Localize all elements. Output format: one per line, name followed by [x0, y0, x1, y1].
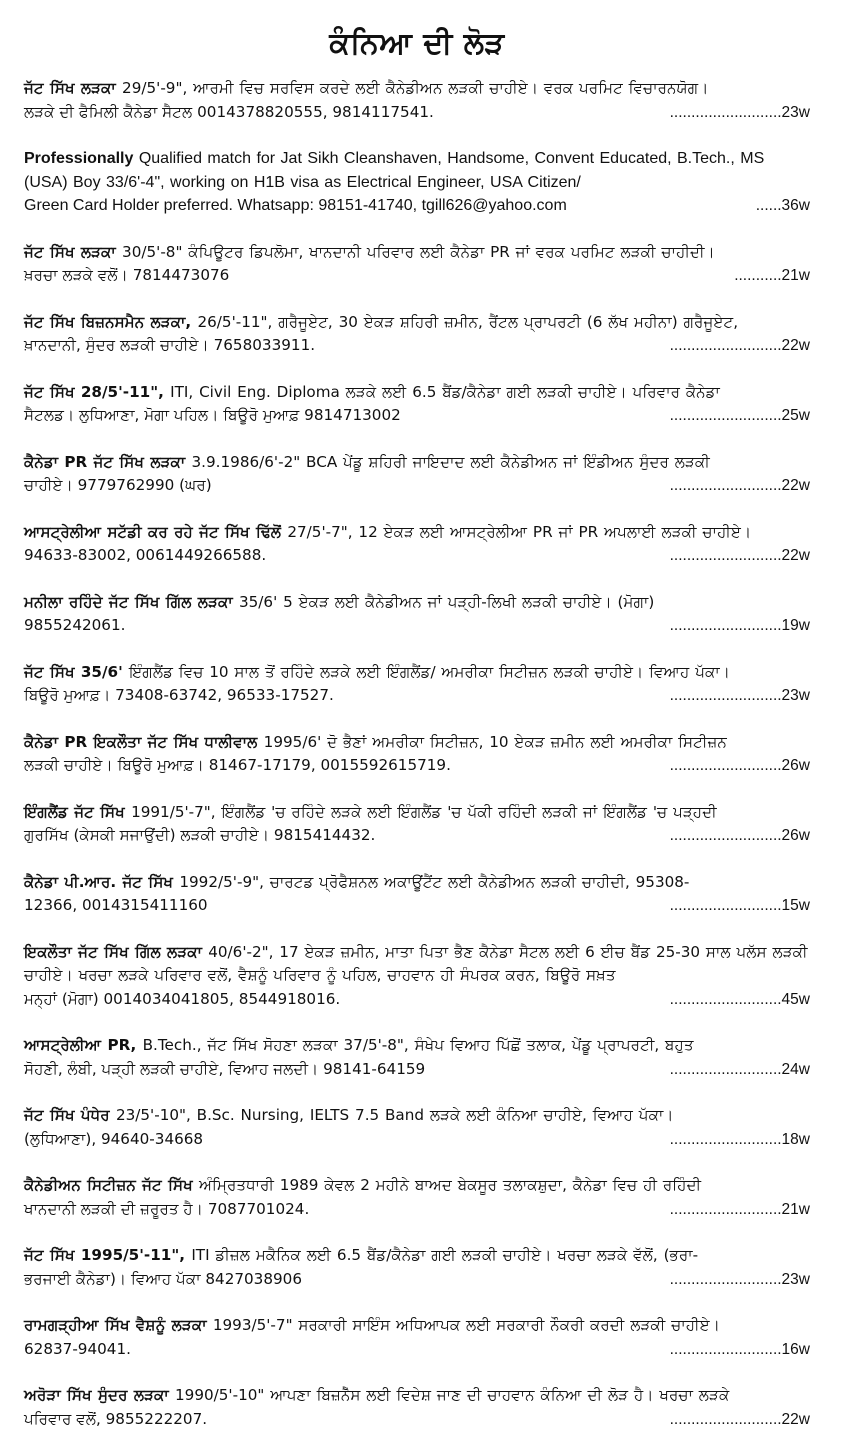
ad-line1: 29/5'-9", ਆਰਮੀ ਵਿਚ ਸਰਵਿਸ ਕਰਦੇ ਲਈ ਕੈਨੇਡੀਅਨ ਲੜਕੀ ਚਾਹੀਏ। ਵਰਕ ਪਰਮਿਟ ਵਿਚਾਰਨਯੋਗ। [122, 79, 709, 97]
ad-line2: ਬਿਊਰੋ ਮੁਆਫ਼। 73408-63742, 96533-17527. [24, 686, 334, 704]
ad-body [24, 77, 810, 101]
ad-last-line [24, 1128, 810, 1152]
ad-code: ..........................22w [669, 547, 810, 564]
ad-lead: ਇਕਲੌਤਾ ਜੱਟ ਸਿੱਖ ਗਿੱਲ ਲੜਕਾ [24, 942, 209, 961]
ad-body [24, 941, 810, 988]
ad-last-line [24, 334, 810, 358]
ad-last-line [24, 1408, 810, 1432]
ad-line2: (ਲੁਧਿਆਣਾ), 94640-34668 [24, 1129, 204, 1148]
ad-code: ..........................18w [669, 1130, 810, 1148]
ad-line1: Qualified match for Jat Sikh Cleanshaven, Handsome, Convent Educated, B.Tech., MS (USA) Boy 33/6'-4", working on H1B visa as Electrical Engineer, USA Citizen/ [24, 150, 765, 191]
ad-last-line [24, 544, 810, 568]
ad-line1: 1992/5'-9", ਚਾਰਟਡ ਪ੍ਰੋਫੈਸ਼ਨਲ ਅਕਾਊਂਟੈਂਟ ਲਈ ਕੈਨੇਡੀਅਨ ਲੜਕੀ ਚਾਹੀਦੀ, 95308- [179, 872, 690, 891]
ad-line2: ਸੈਟਲਡ। ਲੁਧਿਆਣਾ, ਮੋਗਾ ਪਹਿਲ। ਬਿਊਰੋ ਮੁਆਫ਼ 9814713002 [24, 406, 401, 424]
ad-code: ..........................22w [669, 337, 810, 354]
ad-code: ...........21w [734, 267, 810, 284]
ad-body [24, 661, 810, 685]
ad-code: ..........................23w [669, 687, 810, 704]
ad-item-16 [24, 1174, 810, 1221]
ad-code: ..........................25w [669, 407, 810, 424]
ad-line2: ਗੁਰਸਿੱਖ (ਕੇਸਕੀ ਸਜਾਉਂਦੀ) ਲੜਕੀ ਚਾਹੀਏ। 9815414432. [24, 826, 376, 844]
ad-body [24, 381, 810, 405]
ad-line2: 9855242061. [24, 616, 126, 634]
ad-last-line [24, 614, 810, 638]
ad-lead: ਕੈਨੇਡਾ PR ਇਕਲੌਤਾ ਜੱਟ ਸਿੱਖ ਧਾਲੀਵਾਲ [24, 732, 264, 751]
ad-body [24, 731, 810, 755]
ad-lead: ਜੱਟ ਸਿੱਖ ਲੜਕਾ [24, 242, 123, 261]
ad-item-15 [24, 1104, 810, 1151]
ad-code: ..........................23w [669, 1270, 810, 1288]
ad-item-17 [24, 1244, 810, 1291]
ad-lead: ਜੱਟ ਸਿੱਖ 35/6' [24, 662, 130, 681]
ad-lead: Professionally [24, 150, 139, 167]
ad-last-line [24, 894, 810, 918]
ad-body [24, 1174, 810, 1198]
ad-last-line [24, 1338, 810, 1362]
ad-code: ..........................26w [669, 757, 810, 774]
ad-line2: ਖ਼ਾਨਦਾਨੀ, ਸੁੰਦਰ ਲੜਕੀ ਚਾਹੀਏ। 7658033911. [24, 336, 316, 354]
ad-code: ..........................45w [669, 990, 810, 1008]
ad-line1: ITI, Civil Eng. Diploma ਲੜਕੇ ਲਈ 6.5 ਬੈਂਡ/ਕੈਨੇਡਾ ਗਈ ਲੜਕੀ ਚਾਹੀਏ। ਪਰਿਵਾਰ ਕੈਨੇਡਾ [170, 382, 720, 401]
ad-code: ..........................24w [669, 1060, 810, 1078]
ad-lead: ਜੱਟ ਸਿੱਖ 1995/5'-11", [24, 1246, 192, 1264]
ad-item-11 [24, 801, 810, 848]
ad-body [24, 451, 810, 475]
ad-code: ..........................22w [669, 1410, 810, 1428]
ad-item-7 [24, 521, 810, 568]
ad-item-6 [24, 451, 810, 498]
ad-item-12 [24, 871, 810, 918]
ad-item-2 [24, 147, 810, 218]
ad-body [24, 241, 810, 265]
ad-code: ..........................15w [669, 897, 810, 914]
ad-last-line [24, 101, 810, 125]
ad-item-10 [24, 731, 810, 778]
ads-list [24, 77, 810, 1431]
ad-line1: 1991/5'-7", ਇੰਗਲੈਂਡ 'ਚ ਰਹਿੰਦੇ ਲੜਕੇ ਲਈ ਇੰਗਲੈਂਡ 'ਚ ਪੱਕੀ ਰਹਿੰਦੀ ਲੜਕੀ ਜਾਂ ਇੰਗਲੈਂਡ 'ਚ ਪੜ੍ਹਦੀ [131, 802, 717, 821]
ad-body [24, 521, 810, 545]
ad-code: ..........................21w [669, 1200, 810, 1218]
ad-item-18 [24, 1314, 810, 1361]
ad-body [24, 591, 810, 615]
ad-line1: 26/5'-11", ਗਰੈਜੂਏਟ, 30 ਏਕੜ ਸ਼ਹਿਰੀ ਜ਼ਮੀਨ, ਰੈਂਟਲ ਪ੍ਰਾਪਰਟੀ (6 ਲੱਖ ਮਹੀਨਾ) ਗਰੈਜੂਏਟ, [197, 312, 739, 331]
ad-item-5 [24, 381, 810, 428]
ad-code: ..........................26w [669, 827, 810, 844]
ad-code: ......36w [755, 197, 810, 214]
ad-line2: ਲੜਕੇ ਦੀ ਫੈਮਿਲੀ ਕੈਨੇਡਾ ਸੈਟਲ 0014378820555, 9814117541. [24, 102, 434, 121]
ad-body [24, 147, 810, 194]
ad-last-line [24, 988, 810, 1012]
ad-last-line [24, 1058, 810, 1082]
ad-last-line [24, 824, 810, 848]
ad-lead: ਕੈਨੇਡਾ PR ਜੱਟ ਸਿੱਖ ਲੜਕਾ [24, 452, 192, 471]
ad-code: ..........................23w [669, 103, 810, 121]
ad-line2: ਪਰਿਵਾਰ ਵਲੋਂ, 9855222207. [24, 1409, 208, 1428]
ad-item-13 [24, 941, 810, 1012]
ad-code: ..........................16w [669, 1340, 810, 1358]
ad-last-line [24, 1268, 810, 1292]
ad-line2: ਭਰਜਾਈ ਕੈਨੇਡਾ)। ਵਿਆਹ ਪੱਕਾ 8427038906 [24, 1269, 302, 1288]
ad-code: ..........................19w [669, 617, 810, 634]
ad-line1: B.Tech., ਜੱਟ ਸਿੱਖ ਸੋਹਣਾ ਲੜਕਾ 37/5'-8", ਸੰਖੇਪ ਵਿਆਹ ਪਿੱਛੋਂ ਤਲਾਕ, ਪੇਂਡੂ ਪ੍ਰਾਪਰਟੀ, ਬਹੁਤ [142, 1036, 694, 1054]
ad-line2: ਲੜਕੀ ਚਾਹੀਏ। ਬਿਊਰੋ ਮੁਆਫ਼। 81467-17179, 0015592615719. [24, 756, 451, 774]
ad-lead: ਕੈਨੇਡੀਅਨ ਸਿਟੀਜ਼ਨ ਜੱਟ ਸਿੱਖ [24, 1176, 199, 1194]
ad-lead: ਜੱਟ ਸਿੱਖ ਬਿਜ਼ਨਸਮੈਨ ਲੜਕਾ, [24, 312, 198, 331]
ad-item-19 [24, 1384, 810, 1431]
ad-lead: ਰਾਮਗੜ੍ਹੀਆ ਸਿੱਖ ਵੈਸ਼ਨੂੰ ਲੜਕਾ [24, 1316, 213, 1334]
ad-last-line [24, 684, 810, 708]
ad-line2: ਚਾਹੀਏ। 9779762990 (ਘਰ) [24, 476, 212, 494]
ad-line1: ITI ਡੀਜ਼ਲ ਮਕੈਨਿਕ ਲਈ 6.5 ਬੈਂਡ/ਕੈਨੇਡਾ ਗਈ ਲੜਕੀ ਚਾਹੀਏ। ਖਰਚਾ ਲੜਕੇ ਵੱਲੋਂ, (ਭਰਾ- [191, 1246, 699, 1264]
ad-line1: ਇੰਗਲੈਂਡ ਵਿਚ 10 ਸਾਲ ਤੋਂ ਰਹਿੰਦੇ ਲੜਕੇ ਲਈ ਇੰਗਲੈਂਡ/ ਅਮਰੀਕਾ ਸਿਟੀਜ਼ਨ ਲੜਕੀ ਚਾਹੀਏ। ਵਿਆਹ ਪੱਕਾ। [129, 662, 730, 681]
ad-body [24, 871, 810, 895]
ad-item-9 [24, 661, 810, 708]
ad-lead: ਆਸਟ੍ਰੇਲੀਆ PR, [24, 1036, 143, 1054]
ad-line2: ਖਾਨਦਾਨੀ ਲੜਕੀ ਦੀ ਜ਼ਰੂਰਤ ਹੈ। 7087701024. [24, 1199, 310, 1218]
ad-last-line [24, 194, 810, 218]
ad-line1: 3.9.1986/6'-2" BCA ਪੇਂਡੂ ਸ਼ਹਿਰੀ ਜਾਇਦਾਦ ਲਈ ਕੈਨੇਡੀਅਨ ਜਾਂ ਇੰਡੀਅਨ ਸੁੰਦਰ ਲੜਕੀ [191, 452, 710, 471]
ad-line2: ਖ਼ਰਚਾ ਲੜਕੇ ਵਲੋਂ। 7814473076 [24, 266, 230, 284]
ad-item-4 [24, 311, 810, 358]
ad-code: ..........................22w [669, 477, 810, 494]
ad-body [24, 1104, 810, 1128]
ad-lead: ਆਸਟ੍ਰੇਲੀਆ ਸਟੱਡੀ ਕਰ ਰਹੇ ਜੱਟ ਸਿੱਖ ਢਿੱਲੋਂ [24, 522, 288, 541]
ad-item-14 [24, 1034, 810, 1081]
ad-body [24, 1384, 810, 1408]
ad-item-8 [24, 591, 810, 638]
ad-line1: 40/6'-2", 17 ਏਕੜ ਜ਼ਮੀਨ, ਮਾਤਾ ਪਿਤਾ ਭੈਣ ਕੈਨੇਡਾ ਸੈਟਲ ਲਈ 6 ਈਚ ਬੈਂਡ 25-30 ਸਾਲ ਪਲੱਸ ਲੜਕੀ ਚਾਹੀਏ। ਖਰਚਾ ਲੜਕੇ ਪਰਿਵਾਰ ਵਲੋਂ, ਵੈਸ਼ਨੂੰ ਪਰਿਵਾਰ ਨੂੰ ਪਹਿਲ, ਚਾਹਵਾਨ ਹੀ ਸੰਪਰਕ ਕਰਨ, ਬਿਊਰੋ ਸਖ਼ਤ [24, 942, 808, 984]
page-title: ਕੰਨਿਆ ਦੀ ਲੋੜ [329, 26, 505, 61]
ad-line1: 1995/6' ਦੋ ਭੈਣਾਂ ਅਮਰੀਕਾ ਸਿਟੀਜ਼ਨ, 10 ਏਕੜ ਜ਼ਮੀਨ ਲਈ ਅਮਰੀਕਾ ਸਿਟੀਜ਼ਨ [263, 732, 727, 751]
ad-lead: ਜੱਟ ਸਿੱਖ ਪੰਧੇਰ [24, 1106, 116, 1124]
ad-item-1 [24, 77, 810, 124]
ad-body [24, 801, 810, 825]
ad-line1: 1993/5'-7" ਸਰਕਾਰੀ ਸਾਇੰਸ ਅਧਿਆਪਕ ਲਈ ਸਰਕਾਰੀ ਨੌਕਰੀ ਕਰਦੀ ਲੜਕੀ ਚਾਹੀਏ। [212, 1316, 720, 1334]
ad-lead: ਅਰੋੜਾ ਸਿੱਖ ਸੁੰਦਰ ਲੜਕਾ [24, 1386, 175, 1404]
ad-lead: ਜੱਟ ਸਿੱਖ ਲੜਕਾ [24, 79, 123, 97]
ad-item-3 [24, 241, 810, 288]
ad-line2: 62837-94041. [24, 1339, 131, 1358]
ad-line2: ਮਨ੍ਹਾਂ (ਮੋਗਾ) 0014034041805, 8544918016. [24, 989, 341, 1008]
ad-line1: ਅੰਮ੍ਰਿਤਧਾਰੀ 1989 ਕੇਵਲ 2 ਮਹੀਨੇ ਬਾਅਦ ਬੇਕਸੂਰ ਤਲਾਕਸ਼ੁਦਾ, ਕੈਨੇਡਾ ਵਿਚ ਹੀ ਰਹਿੰਦੀ [199, 1176, 702, 1194]
ad-body [24, 1314, 810, 1338]
ad-line1: 30/5'-8" ਕੰਪਿਊਟਰ ਡਿਪਲੋਮਾ, ਖਾਨਦਾਨੀ ਪਰਿਵਾਰ ਲਈ ਕੈਨੇਡਾ PR ਜਾਂ ਵਰਕ ਪਰਮਿਟ ਲੜਕੀ ਚਾਹੀਦੀ। [122, 242, 715, 261]
ad-last-line [24, 474, 810, 498]
ad-last-line [24, 754, 810, 778]
ad-lead: ਇੰਗਲੈਂਡ ਜੱਟ ਸਿੱਖ [24, 802, 132, 821]
ad-body [24, 311, 810, 335]
ad-line1: 1990/5'-10" ਆਪਣਾ ਬਿਜ਼ਨੈੱਸ ਲਈ ਵਿਦੇਸ਼ ਜਾਣ ਦੀ ਚਾਹਵਾਨ ਕੰਨਿਆ ਦੀ ਲੋੜ ਹੈ। ਖਰਚਾ ਲੜਕੇ [175, 1386, 730, 1404]
ad-line1: 23/5'-10", B.Sc. Nursing, IELTS 7.5 Band ਲੜਕੇ ਲਈ ਕੰਨਿਆ ਚਾਹੀਏ, ਵਿਆਹ ਪੱਕਾ। [115, 1106, 674, 1124]
ad-last-line [24, 264, 810, 288]
ad-lead: ਜੱਟ ਸਿੱਖ 28/5'-11", [24, 382, 171, 401]
ad-line1: 27/5'-7", 12 ਏਕੜ ਲਈ ਆਸਟ੍ਰੇਲੀਆ PR ਜਾਂ PR ਅਪਲਾਈ ਲੜਕੀ ਚਾਹੀਏ। [287, 522, 752, 541]
ad-line2: 94633-83002, 0061449266588. [24, 546, 267, 564]
ad-body [24, 1034, 810, 1058]
ad-line2: 12366, 0014315411160 [24, 896, 208, 914]
ad-lead: ਮਨੀਲਾ ਰਹਿੰਦੇ ਜੱਟ ਸਿੱਖ ਗਿੱਲ ਲੜਕਾ [24, 592, 239, 611]
ad-line1: 35/6' 5 ਏਕੜ ਲਈ ਕੈਨੇਡੀਅਨ ਜਾਂ ਪੜ੍ਹੀ-ਲਿਖੀ ਲੜਕੀ ਚਾਹੀਏ। (ਮੋਗਾ) [238, 592, 655, 611]
ad-lead: ਕੈਨੇਡਾ ਪੀ.ਆਰ. ਜੱਟ ਸਿੱਖ [24, 872, 180, 891]
ad-line2: ਸੋਹਣੀ, ਲੰਬੀ, ਪੜ੍ਹੀ ਲੜਕੀ ਚਾਹੀਏ, ਵਿਆਹ ਜਲਦੀ। 98141-64159 [24, 1059, 426, 1078]
ad-line2: Green Card Holder preferred. Whatsapp: 98151-41740, tgill626@yahoo.com [24, 197, 567, 214]
ad-last-line [24, 404, 810, 428]
ad-last-line [24, 1198, 810, 1222]
ad-body [24, 1244, 810, 1268]
